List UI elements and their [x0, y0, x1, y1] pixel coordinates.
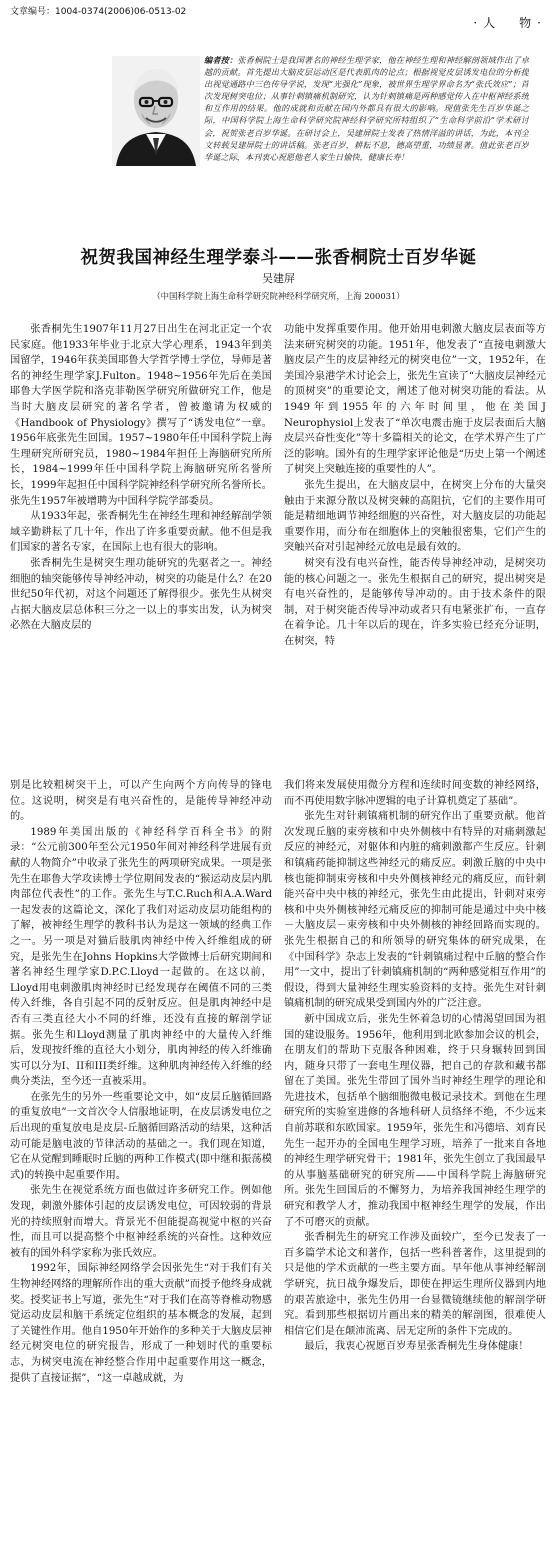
body-column-2 — [284, 322, 546, 746]
paragraph: 新中国成立后，张先生怀着急切的心情渴望回国为祖国的建设服务。1956年，他利用到北欧参加会议的机会，在朋友们的帮助下克服各种困难，终于只身辗转回到国内，随身只带了一套电生理仪器，把自己的存款和藏书都留在了美国。张先生带回了国外当时神经生理学的理论和先进技术，包括单个脑细胞微电极记录技术。到他在生理研究所的实验室进修的各地科研人员络绎不绝，不少远来自前苏联和东欧国家。1959年，张先生和冯德培、刘育民先生一起开办的全国电生理学习班，培养了一批来自各地的神经生理学研究骨干；1981年，张先生创立了我国最早的从事脑基础研究的研究所——中国科学院上海脑研究所。张先生回国后的不懈努力，为培养我国神经生理学的研究和教学人才，推动我国中枢神经生理学的发展，作出了不可磨灭的贡献。 — [284, 1013, 546, 1228]
paragraph: 在张先生的另外一些重要论文中，如“皮层丘脑循回路的重复放电”一文首次令人信服地证明，在皮层诱发电位之后出现的重复放电是皮层-丘脑循回路活动的结果，这种活动可能是脑电波的节律活动的基础之一。我们现在知道，它在从觉醒到睡眠时丘脑的两种工作模式(即中继和振荡模式)的转换中起重要作用。 — [10, 1091, 272, 1181]
paragraph: 我们将来发展使用微分方程和连续时间变数的神经网络，而不再使用数字脉冲逻辑的电子计算机奠定了基础”。 — [284, 780, 546, 807]
paragraph: 树突有没有电兴奋性，能否传导神经冲动，是树突功能的核心问题之一。张先生根据自己的研究，提出树突是有电兴奋性的，是能够传导冲动的。由于技术条件的限制，对于树突能否传导冲动或者只有电紧张扩布，一直存在着争论。几十年以后的现在，许多实验已经充分证明，在树突，特 — [284, 557, 546, 647]
body-column-4 — [284, 778, 546, 1550]
paragraph: 张先生对针刺镇痛机制的研究作出了重要贡献。他首次发现丘脑的束旁核和中央外侧核中有特异的对痛刺激起反应的神经元，对躯体和内脏的痛刺激都产生反应。针刺和镇痛药能抑制这些神经元的痛反应。刺激丘脑的中央中核也能抑制束旁核和中央外侧核神经元的痛反应，而针刺能兴奋中央中核的神经元，张先生由此提出，针刺对束旁核和中央外侧核神经元痛反应的抑制可能是通过中央中核－大脑皮层－束旁核和中央外侧核的神经回路而实现的。张先生根据自己的和所领导的研究集体的研究成果，在《中国科学》杂志上发表的“针刺镇痛过程中丘脑的整合作用”一文中，提出了针刺镇痛机制的“两种感觉相互作用”的假设，得到大量神经生理实验资料的支持。张先生对针刺镇痛机制的研究成果受到国内外的广泛注意。 — [284, 811, 546, 1010]
editor-note — [204, 54, 529, 226]
paragraph: 张香桐先生是树突生理功能研究的先驱者之一。神经细胞的轴突能够传导神经冲动，树突的功能是什么？在20世纪50年代初，对这个问题还了解得很少。张先生从树突占据大脑皮层总体积三分之一以上的事实出发，认为树突必然在大脑皮层的 — [10, 557, 272, 632]
paragraph: 功能中发挥重要作用。他开始用电刺激大脑皮层表面等方法来研究树突的功能。1951年，他发表了“直接电刺激大脑皮层产生的皮层神经元的树突电位”一文，1952年，在美国冷泉港学术讨论会上，张先生宣读了“大脑皮层神经元的顶树突”的重要论文，阐述了他对树突功能的看法。从1949年到1955年的六年时间里，他在美国J Neurophysiol上发表了“单次电震击施于皮层表面后大脑皮层兴奋性变化”等十多篇相关的论文，在学术界产生了广泛的影响。国外有的生理学家评论他是“历史上第一个阐述了树突上突触连接的重要性的人”。 — [284, 324, 546, 476]
portrait-image — [112, 56, 200, 166]
author-name: 吴建屏 — [262, 272, 295, 285]
portrait-photo — [112, 56, 200, 166]
paragraph: 最后，我衷心祝愿百岁寿星张香桐先生身体健康！ — [304, 1341, 529, 1353]
paragraph: 别是比较粗树突干上，可以产生向两个方向传导的锋电位。这说明，树突是有电兴奋性的，是能传导神经冲动的。 — [10, 780, 272, 823]
paragraph: 从1933年起，张香桐先生在神经生理和神经解剖学领域辛勤耕耘了几十年，作出了许多重要贡献。他不但是我们国家的著名专家，在国际上也有很大的影响。 — [10, 511, 272, 554]
paragraph: 张先生在视觉系统方面也做过许多研究工作。例如他发现，刺激外膝体引起的皮层诱发电位，可因较弱的背景光的持续照射而增大。背景光不但能提高视觉中枢的兴奋性，而且可以提高整个中枢神经系统的兴奋性。这种效应被有的国外科学家称为张氏效应。 — [10, 1185, 272, 1259]
paragraph: 张先生提出，在大脑皮层中，在树突上分布的大量突触由于来源分散以及树突棘的高阻抗，它们的主要作用可能是精细地调节神经细胞的兴奋性，对大脑皮层的功能起重要作用，而分布在细胞体上的突触很密集，它们产生的突触兴奋对引起神经元放电是最有效的。 — [284, 479, 546, 554]
column-label: ·人 物· — [473, 16, 547, 30]
article-title: 祝贺我国神经生理学泰斗——张香桐院士百岁华诞 — [80, 248, 477, 268]
editor-note-label: 编者按： — [204, 55, 238, 65]
paragraph: 1989年美国出版的《神经科学百科全书》的附录：“公元前300年至公元1950年间对神经科学进展有贡献的人物简介”中收录了张先生的两项研究成果。一项是张先生在耶鲁大学攻读博士学位期间发表的“猴运动皮层内肌肉部位代表性”的工作。张先生与T.C.Ruch和A.A.Ward一起发表的这篇论文，深化了我们对运动皮层功能组构的了解，被神经生理学的教科书认为是这一领域的经典工作之一。另一项是对猫后肢肌肉神经中传入纤维组成的研究，是张先生在Johns Hopkins大学做博士后研究期间和著名神经生理学家D.P.C.Lloyd一起做的。在这以前，Lloyd用电刺激肌肉神经时已经发现存在阈值不同的三类传入纤维，各自引起不同的反射反应。但是肌肉神经中是否有三类直径大小不同的纤维，还没有直接的解剖学证据。张先生和Lloyd测量了肌肉神经中的大量传入纤维后，发现按纤维的直径大小划分，肌肉神经的传入纤维确实可以分为I、II和III类纤维。这种肌肉神经传入纤维的经典分类法，至今还一直被采用。 — [10, 826, 272, 1088]
author-affiliation: （中国科学院上海生命科学研究院神经科学研究所，上海 200031） — [152, 291, 405, 301]
paragraph: 1992年，国际神经网络学会因张先生“对于我们有关生物神经网络的理解所作出的重大贡献”而授予他终身成就奖。授奖证书上写道，张先生“对于我们在高等脊椎动物感觉运动皮层和脑干系统定位组织的基本概念的发展，起到了关键性作用。他自1950年开始作的多种关于大脑皮层神经元树突电位的研究报告，形成了一种划时代的重要标志，为树突电流在神经整合作用中起重要作用这一概念，提供了直接证据”，“这一卓越成就，为 — [10, 1263, 272, 1384]
body-column-3 — [10, 778, 272, 1550]
article-id: 文章编号：1004-0374(2006)06-0513-02 — [10, 7, 187, 17]
body-column-1 — [10, 322, 272, 746]
paragraph: 张香桐先生的研究工作涉及面较广，至今已发表了一百多篇学术论文和著作，包括一些科普著作，这里提到的只是他的学术贡献的一些主要方面。早年他从事神经解剖学研究，抗日战争爆发后，即使在押运生理所仪器到内地的艰苦旅途中，张先生仍用一台显微镜继续他的解剖学研究。看到那些根据切片画出来的精美的解剖图，很难使人相信它们是在颠沛流离、居无定所的条件下完成的。 — [284, 1232, 546, 1337]
editor-note-text: 张香桐院士是我国著名的神经生理学家，他在神经生理和神经解剖领域作出了卓越的贡献。首先提出大脑皮层运动区是代表肌肉的论点；根据视觉皮层诱发电位的分析提出视觉通路中三色传导学说，发现“光强化”现象，被世界生理学界命名为“张氏效应”；首次发现树突电位；从事针刺镇痛机制研究，认为针刺镇痛是两种感觉传入在中枢神经系统和互作用的结果。他的成就和贡献在国内外都具有很大的影响。现值张先生百岁华诞之际，中国科学院上海生命科学研究院神经科学研究所特组织了“生命科学前沿”学术研讨会，祝贺张老百岁华诞。在研讨会上，吴建屏院士发表了热情洋溢的讲话，为此，本刊全文转载吴建屏院士的讲话稿。张老百岁，耕耘不息，德高望重，功绩显著。值此张老百岁华诞之际，本刊衷心祝愿他老人家生日愉快，健康长寿！ — [204, 55, 529, 162]
paragraph: 张香桐先生1907年11月27日出生在河北正定一个农民家庭。他1933年毕业于北京大学心理系，1943年到美国留学，1946年获美国耶鲁大学哲学博士学位，导师是著名的神经生理学家J.Fulton。1948~1956年先后在美国耶鲁大学医学院和洛克菲勒医学研究所做研究工作，他是当时大脑皮层研究的著名学者，曾被邀请为权威的《Handbook of Physiology》撰写了“诱发电位”一章。1956年底张先生回国。1957~1980年任中国科学院上海生理研究所研究员，1980~1984年担任上海脑研究所所长，1984~1999年任中国科学院上海脑研究所名誉所长，1999年起担任中国科学院神经科学研究所名誉所长。张先生1957年被增聘为中国科学院学部委员。 — [10, 324, 272, 507]
